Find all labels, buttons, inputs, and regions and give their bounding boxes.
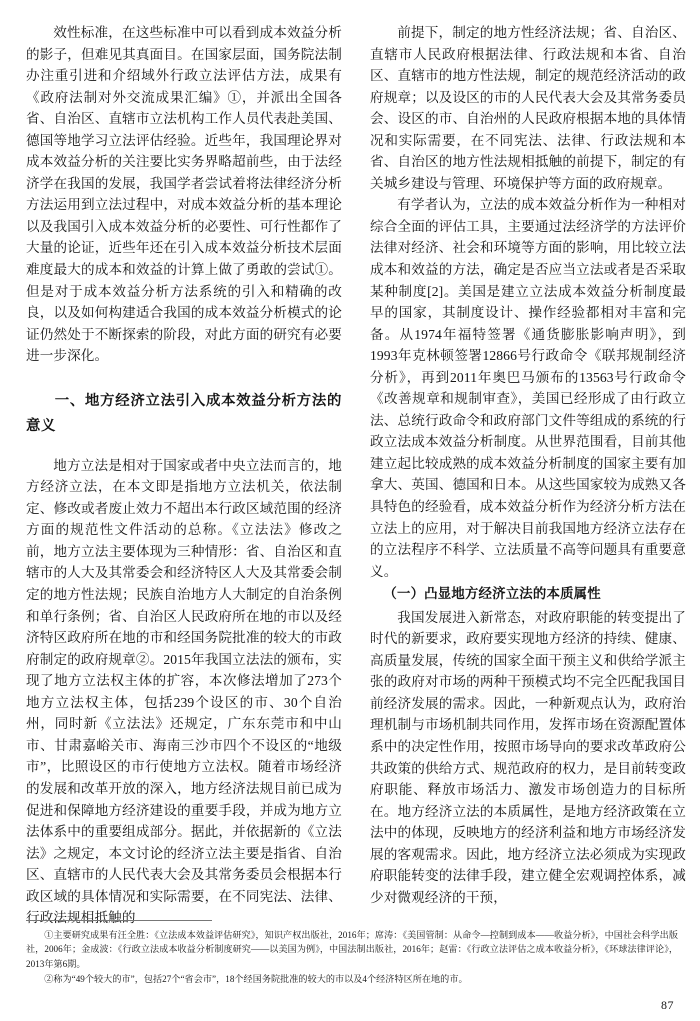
section-heading: 一、地方经济立法引入成本效益分析方法的意义: [26, 392, 342, 434]
right-continued-paragraph: 前提下，制定的地方性经济法规；省、自治区、直辖市人民政府根据法律、行政法规和本省、自治区、直辖市的地方性法规，制定的规范经济活动的政府规章；以及设区的市的人民代表大会及其常务委员会、设区的市、自治州的人民政府根据本地的具体情况和实际需要，在不同宪法、法律、行政法规和本省、自治区的地方性法规相抵触的前提下，制定的有关城乡建设与管理、环境保护等方面的政府规章。: [370, 25, 686, 191]
right-column: [370, 22, 686, 908]
page-number: 87: [661, 998, 674, 1012]
right-paragraph-3: 我国发展进入新常态，对政府职能的转变提出了时代的新要求，政府要实现地方经济的持续、健康、高质量发展，传统的国家全面干预主义和供给学派主张的政府对市场的两种干预模式均不完全匹配我国目前经济发展的需求。因此，一种新观点认为，政府治理机制与市场机制共同作用，发挥市场在资源配置体系中的决定性作用，按照市场导向的要求改革政府公共政策的供给方式、规范政府的权力，是目前转变政府职能、释放市场活力、激发市场创造力的目标所在。地方经济立法的本质属性，是地方经济政策在立法中的体现，反映地方的经济利益和地方市场经济发展的客观需求。因此，地方经济立法必须成为实现政府职能转变的法律手段，建立健全宏观调控体系，减少对微观经济的干预，: [370, 609, 686, 905]
sub-heading: （一）凸显地方经济立法的本质属性: [383, 587, 601, 603]
footnote-1: ①主要研究成果有汪全胜：《立法成本效益评估研究》，知识产权出版社，2016年；席涛：《美国管制：从命令—控制到成本——收益分析》，中国社会科学出版社，2006年；金成波：《行政立法成本收益分析制度研究——以美国为例》，中国法制出版社，2016年；赵雷：《行政立法评估之成本收益分析》，《环球法律评论》，2013年第6期。: [26, 930, 678, 969]
right-paragraph-2: 有学者认为，立法的成本效益分析作为一种相对综合全面的评估工具，主要通过法经济学的方法评价法律对经济、社会和环境等方面的影响，用比较立法成本和效益的方法，确定是否应当立法或者是否采取某种制度[2]。美国是建立立法成本效益分析制度最早的国家，其制度设计、操作经验都相对丰富和完备。从1974年福特签署《通货膨胀影响声明》，到1993年克林顿签署12866号行政命令《联邦规制经济分析》，再到2011年奥巴马颁布的13563号行政命令《改善规章和规制审查》，美国已经形成了由行政立法、总统行政命令和政府部门文件等组成的系统的行政立法成本效益分析制度。从世界范围看，目前其他建立起比较成熟的成本效益分析制度的国家主要有加拿大、英国、德国和日本。从这些国家较为成熟又各具特色的经验看，成本效益分析作为经济分析方法在立法上的应用，对于解决目前我国地方经济立法存在的立法程序不科学、立法质量不高等问题具有重要意义。: [370, 197, 686, 579]
two-column-layout: [26, 22, 686, 926]
left-continued-paragraph: 效性标准，在这些标准中可以看到成本效益分析的影子，但难见其真面目。在国家层面，国务院法制办注重引进和介绍域外行政立法评估方法，成果有《政府法制对外交流成果汇编》①，并派出全国各省、自治区、直辖市立法机构工作人员代表赴美国、德国等地学习立法评估经验。近些年，我国理论界对成本效益分析的关注要比实务界略超前些，由于法经济学在我国的发展，我国学者尝试着将法律经济分析方法运用到立法过程中，对成本效益分析的基本理论以及我国引入成本效益分析的必要性、可行性都作了大量的论证，近些年还在引入成本效益分析技术层面难度最大的成本和效益的计算上做了勇敢的尝试①。但是对于成本效益分析方法系统的引入和精确的改良，以及如何构建适合我国的成本效益分析模式的论证仍然处于不断探索的阶段，对此方面的研究有必要进一步深化。: [26, 25, 342, 364]
footnote-separator-rule: [26, 920, 212, 921]
left-column: [26, 22, 342, 929]
left-paragraph-1: 地方立法是相对于国家或者中央立法而言的，地方经济立法，在本文即是指地方立法机关，依法制定、修改或者废止效力不超出本行政区域范围的经济方面的规范性文件活动的总称。《立法法》修改之前，地方立法主要体现为三种情形：省、自治区和直辖市的人大及其常委会和经济特区人大及其常委会制定的地方性法规；民族自治地方人大制定的自治条例和单行条例；省、自治区人民政府所在地的市以及经济特区政府所在地的市和经国务院批准的较大的市政府制定的政府规章②。2015年我国立法法的颁布，实现了地方立法权主体的扩容，本次修法增加了273个地方立法权主体，包括239个设区的市、30个自治州，同时新《立法法》还规定，广东东莞市和中山市、甘肃嘉峪关市、海南三沙市四个不设区的“地级市”，比照设区的市行使地方立法权。随着市场经济的发展和改革开放的深入，地方经济法规目前已成为促进和保障地方经济建设的重要手段，并成为地方立法体系中的重要组成部分。据此，并依据新的《立法法》之规定，本文讨论的经济立法主要是指省、自治区、直辖市的人民代表大会及其常务委员会根据本行政区域的具体情况和实际需要，在不同宪法、法律、行政法规相抵触的: [26, 457, 342, 926]
footnotes-area: [26, 920, 678, 987]
footnote-2: ②称为“49个较大的市”，包括27个“省会市”，18个经国务院批准的较大的市以及4个经济特区所在地的市。: [44, 973, 468, 984]
